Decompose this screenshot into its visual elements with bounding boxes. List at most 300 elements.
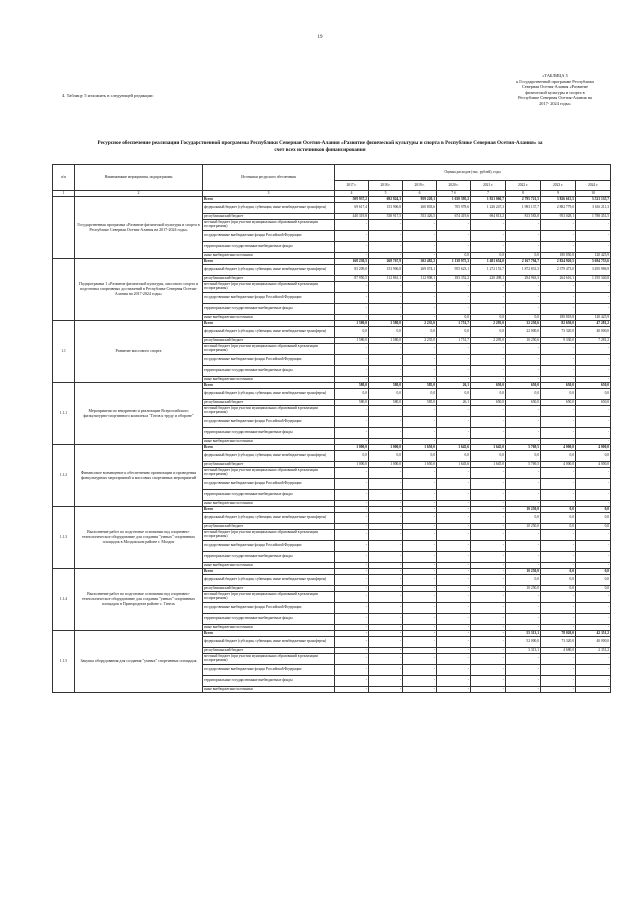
amount-cell: 302 482,2 [403, 259, 437, 265]
amount-cell: - [576, 242, 611, 253]
funding-source: республиканский бюджет [203, 648, 335, 654]
appendix-line: 2017- 2024 годы» [539, 100, 571, 106]
funding-source: Всего [203, 569, 335, 575]
amount-cell: - [541, 439, 576, 445]
amount-cell: 1 645,6 [437, 462, 471, 468]
funding-source: Всего [203, 197, 335, 203]
row-number: 1.1.2 [53, 445, 75, 507]
amount-cell: - [369, 563, 403, 569]
amount-cell: - [506, 541, 541, 552]
amount-cell: - [403, 366, 437, 377]
amount-cell: - [437, 552, 471, 563]
amount-cell: - [335, 603, 369, 614]
amount-cell: - [576, 563, 611, 569]
amount-cell: 1 983 137,7 [506, 203, 541, 214]
amount-cell: 580,0 [369, 400, 403, 406]
amount-cell: - [437, 586, 471, 592]
amount-cell: - [335, 648, 369, 654]
amount-cell: - [541, 530, 576, 541]
amount-cell: 10 250,0 [506, 586, 541, 592]
funding-source: местный бюджет (при участии муниципальных образований в реализации госпрограммы) [203, 220, 335, 231]
amount-cell: 0,0 [541, 569, 576, 575]
amount-cell: 650,0 [541, 400, 576, 406]
amount-cell: 82 650,0 [541, 321, 576, 327]
header-year: 2024 г. [576, 181, 611, 191]
amount-cell: - [369, 541, 403, 552]
amount-cell: - [576, 428, 611, 439]
amount-cell: - [576, 439, 611, 445]
amount-cell: 1 138 975,3 [437, 259, 471, 265]
amount-cell: 0,0 [576, 451, 611, 462]
funding-source: местный бюджет (при участии муниципальных образований в реализации госпрограммы) [203, 530, 335, 541]
amount-cell: - [335, 563, 369, 569]
amount-cell: - [437, 490, 471, 501]
amount-cell: - [369, 524, 403, 530]
amount-cell: - [369, 603, 403, 614]
amount-cell: 0,0 [576, 507, 611, 513]
amount-cell: 1 921 060,7 [471, 197, 506, 203]
amount-cell: 0,0 [576, 569, 611, 575]
amount-cell: - [506, 603, 541, 614]
amount-cell: 3 313,1 [506, 648, 541, 654]
amount-cell: 0,0 [506, 575, 541, 586]
amount-cell: 2 167 794,7 [506, 259, 541, 265]
amount-cell: - [506, 293, 541, 304]
amount-cell: - [369, 439, 403, 445]
amount-cell: - [576, 468, 611, 479]
program-name: Финансовое возмещение к обеспечению организации и проведения физкультурных мероприятий и массовых спортивных мероприятий [75, 445, 203, 507]
amount-cell: - [369, 315, 403, 321]
amount-cell: - [541, 231, 576, 242]
amount-cell: - [403, 428, 437, 439]
funding-source: местный бюджет (при участии муниципальных образований в реализации госпрограммы) [203, 406, 335, 417]
amount-cell: - [437, 406, 471, 417]
amount-cell: 440 319,8 [335, 214, 369, 220]
amount-cell: 650,0 [471, 400, 506, 406]
amount-cell: - [369, 637, 403, 648]
amount-cell: 10 250,0 [506, 524, 541, 530]
amount-cell: - [335, 541, 369, 552]
funding-source: республиканский бюджет [203, 400, 335, 406]
amount-cell: - [403, 439, 437, 445]
funding-source: территориальные государственные внебюджетные фонды [203, 614, 335, 625]
amount-cell: 2 795 721,5 [506, 197, 541, 203]
amount-cell: - [471, 687, 506, 693]
header-year: 2020 г. [437, 181, 471, 191]
amount-cell: - [403, 315, 437, 321]
program-name: Выполнение работ по подготовке основания под спортивно-технологическое оборудование для создания "умных" спортивных площадок в Моздокском районе г. Моздок [75, 507, 203, 569]
amount-cell: - [403, 355, 437, 366]
amount-cell: - [369, 648, 403, 654]
amount-cell: - [437, 592, 471, 603]
amount-cell: - [506, 530, 541, 541]
funding-source: Всего [203, 445, 335, 451]
funding-source: местный бюджет (при участии муниципальных образований в реализации госпрограммы) [203, 592, 335, 603]
amount-cell: 0,0 [576, 524, 611, 530]
funding-source: государственные внебюджетные фонды Российской Федерации [203, 479, 335, 490]
amount-cell: 0,0 [369, 327, 403, 338]
amount-cell: - [335, 569, 369, 575]
amount-cell: - [506, 417, 541, 428]
amount-cell: - [437, 524, 471, 530]
amount-cell: - [369, 377, 403, 383]
amount-cell: 0,0 [471, 389, 506, 400]
amount-cell: - [403, 513, 437, 524]
funding-source: территориальные государственные внебюджетные фонды [203, 490, 335, 501]
amount-cell: - [369, 665, 403, 676]
funding-source: территориальные государственные внебюджетные фонды [203, 366, 335, 377]
amount-cell: - [335, 366, 369, 377]
amount-cell: - [576, 687, 611, 693]
amount-cell: 2 295,0 [471, 338, 506, 344]
amount-cell: - [541, 625, 576, 631]
funding-source: территориальные государственные внебюджетные фонды [203, 242, 335, 253]
amount-cell: - [437, 603, 471, 614]
amount-cell: 0,0 [437, 315, 471, 321]
amount-cell: - [335, 315, 369, 321]
amendment-note: 4. Таблицу 5 изложить в следующей редакции: [62, 93, 154, 98]
amount-cell: - [335, 253, 369, 259]
program-name: Развитие массового спорта [75, 321, 203, 383]
funding-source: территориальные государственные внебюджетные фонды [203, 304, 335, 315]
amount-cell: - [335, 552, 369, 563]
amount-cell: - [471, 366, 506, 377]
amount-cell: 1 481 654,0 [471, 259, 506, 265]
header-year: 2017 г. [335, 181, 369, 191]
amount-cell: 1 000,0 [369, 445, 403, 451]
amount-cell: - [403, 625, 437, 631]
funding-source: республиканский бюджет [203, 586, 335, 592]
amount-cell: 0,0 [335, 451, 369, 462]
amount-cell: - [403, 231, 437, 242]
amount-cell: 1 645,0 [471, 445, 506, 451]
amount-cell: - [437, 501, 471, 507]
amount-cell: - [335, 479, 369, 490]
amount-cell: - [541, 563, 576, 569]
amount-cell: - [437, 614, 471, 625]
amount-cell: - [403, 417, 437, 428]
amount-cell: - [369, 304, 403, 315]
amount-cell: - [335, 355, 369, 366]
col-number: 9 [541, 191, 576, 197]
amount-cell: - [403, 282, 437, 293]
amount-cell: - [335, 439, 369, 445]
amount-cell: - [369, 406, 403, 417]
funding-source: государственные внебюджетные фонды Российской Федерации [203, 231, 335, 242]
amount-cell: - [437, 625, 471, 631]
amount-cell: 650,0 [576, 383, 611, 389]
amount-cell: 3 616 211,3 [576, 203, 611, 214]
amount-cell: - [437, 648, 471, 654]
row-number [53, 259, 75, 321]
amount-cell: - [437, 220, 471, 231]
amount-cell: 180 818,8 [541, 315, 576, 321]
amount-cell: - [403, 406, 437, 417]
amount-cell: - [471, 530, 506, 541]
amount-cell: - [471, 304, 506, 315]
amount-cell: 264 616,1 [541, 276, 576, 282]
amount-cell: - [576, 501, 611, 507]
amount-cell: - [335, 417, 369, 428]
col-number: 2 [75, 191, 203, 197]
amount-cell: - [506, 242, 541, 253]
amount-cell: - [506, 231, 541, 242]
amount-cell: - [506, 687, 541, 693]
amount-cell: 813 583,8 [506, 214, 541, 220]
amount-cell: - [576, 552, 611, 563]
amount-cell: - [541, 687, 576, 693]
amount-cell: - [541, 355, 576, 366]
amount-cell: - [335, 513, 369, 524]
amount-cell: - [403, 592, 437, 603]
amount-cell: 4 000,0 [576, 445, 611, 451]
amount-cell: - [576, 293, 611, 304]
amount-cell: - [471, 501, 506, 507]
program-name: Государственная программа «Развитие физической культуры и спорта в Республике Северная Осетия-Алания на 2017-2024 годы» [75, 197, 203, 259]
amount-cell: - [471, 625, 506, 631]
amount-cell: - [335, 501, 369, 507]
amount-cell: 0,0 [506, 513, 541, 524]
amount-cell: - [506, 654, 541, 665]
program-name: Мероприятия по внедрению и реализации Всероссийского физкультурно-спортивного комплекса "Готов к труду и обороне" [75, 383, 203, 445]
amount-cell: 1 226 247,3 [471, 203, 506, 214]
amount-cell: - [506, 592, 541, 603]
amount-cell: - [541, 377, 576, 383]
amount-cell: - [506, 220, 541, 231]
funding-source: федеральный бюджет (субсидии, субвенции, иные межбюджетные трансферты) [203, 389, 335, 400]
amount-cell: - [437, 428, 471, 439]
amount-cell: - [437, 293, 471, 304]
amount-cell: - [437, 468, 471, 479]
amount-cell: - [403, 377, 437, 383]
amount-cell: 2 351,2 [576, 648, 611, 654]
amount-cell: 4 000,0 [541, 445, 576, 451]
amount-cell: 47 281,2 [576, 321, 611, 327]
amount-cell: - [403, 479, 437, 490]
amount-cell: - [471, 513, 506, 524]
amount-cell: - [403, 541, 437, 552]
funding-source: иные внебюджетные источники [203, 687, 335, 693]
amount-cell: 2 824 920,5 [541, 259, 576, 265]
amount-cell: - [437, 676, 471, 687]
amount-cell: 1 650,0 [403, 462, 437, 468]
amount-cell: 1 000,0 [335, 445, 369, 451]
amount-cell: 73 320,0 [541, 327, 576, 338]
amount-cell: - [576, 530, 611, 541]
amount-cell: - [437, 665, 471, 676]
amount-cell: - [369, 507, 403, 513]
amount-cell: - [335, 231, 369, 242]
amount-cell: 1 580,0 [335, 321, 369, 327]
amount-cell: 32 250,6 [506, 321, 541, 327]
amount-cell: - [471, 654, 506, 665]
amount-cell: - [403, 552, 437, 563]
appendix-line: «ТАБЛИЦА 5 [542, 73, 568, 78]
amount-cell: 0,0 [437, 253, 471, 259]
amount-cell: - [369, 614, 403, 625]
amount-cell: - [403, 586, 437, 592]
amount-cell: 112 908,1 [403, 276, 437, 282]
amount-cell: - [471, 468, 506, 479]
amount-cell: - [369, 428, 403, 439]
amount-cell: - [335, 665, 369, 676]
row-number: 1.1.1 [53, 383, 75, 445]
amount-cell: - [369, 355, 403, 366]
amount-cell: - [471, 569, 506, 575]
amount-cell: - [471, 242, 506, 253]
amount-cell: 5 694 753,6 [576, 259, 611, 265]
amount-cell: 3 495 986,9 [576, 265, 611, 276]
funding-source: республиканский бюджет [203, 214, 335, 220]
amount-cell: - [576, 490, 611, 501]
amount-cell: 1 751,7 [437, 321, 471, 327]
amount-cell: 0,0 [437, 389, 471, 400]
amount-cell: - [335, 490, 369, 501]
amount-cell: 10 250,0 [506, 507, 541, 513]
amount-cell: - [576, 282, 611, 293]
amount-cell: 294 963,3 [506, 276, 541, 282]
amount-cell: - [541, 344, 576, 355]
amount-cell: - [471, 563, 506, 569]
header-num: п/п [53, 165, 75, 191]
amount-cell: - [576, 676, 611, 687]
amount-cell: - [437, 439, 471, 445]
funding-source: государственные внебюджетные фонды Российской Федерации [203, 603, 335, 614]
amount-cell: 5 521 135,7 [576, 197, 611, 203]
amount-cell: - [506, 614, 541, 625]
amount-cell: - [506, 439, 541, 445]
amount-cell: - [576, 479, 611, 490]
amount-cell: 120 425,9 [576, 253, 611, 259]
row-number: 1.1.3 [53, 507, 75, 569]
amount-cell: 650,0 [576, 400, 611, 406]
amount-cell: 959 220,1 [403, 197, 437, 203]
amount-cell: 585,0 [403, 383, 437, 389]
amount-cell: 705 978,6 [437, 203, 471, 214]
amount-cell: - [403, 530, 437, 541]
funding-source: территориальные государственные внебюджетные фонды [203, 552, 335, 563]
amount-cell: - [437, 631, 471, 637]
amount-cell: - [335, 586, 369, 592]
amount-cell: - [369, 575, 403, 586]
amount-cell: - [437, 575, 471, 586]
amount-cell: 0,0 [335, 389, 369, 400]
amount-cell: - [403, 665, 437, 676]
funding-source: республиканский бюджет [203, 462, 335, 468]
amount-cell: - [403, 253, 437, 259]
amount-cell: - [403, 631, 437, 637]
amount-cell: - [437, 569, 471, 575]
amount-cell: 1 000,0 [369, 462, 403, 468]
amount-cell: - [369, 479, 403, 490]
amount-cell: - [471, 355, 506, 366]
funding-source: государственные внебюджетные фонды Российской Федерации [203, 665, 335, 676]
amount-cell: 650,0 [506, 400, 541, 406]
amount-cell: - [369, 282, 403, 293]
amount-cell: - [369, 530, 403, 541]
amount-cell: - [403, 676, 437, 687]
amount-cell: 3 826 615,5 [541, 197, 576, 203]
col-number: 10 [576, 191, 611, 197]
amount-cell: - [471, 293, 506, 304]
amount-cell: 553 426,5 [403, 214, 437, 220]
funding-source: федеральный бюджет (субсидии, субвенции, иные межбюджетные трансферты) [203, 265, 335, 276]
document-title: Ресурсное обеспечение реализации Государственной программы Республики Северная Осетия-Алания «Развитие физической культуры и спорта в Республике Северная Осетия-Алания» за счет всех источников финансирования [97, 140, 543, 153]
amount-cell: - [369, 569, 403, 575]
amount-cell: - [471, 406, 506, 417]
amount-cell: 509 937,2 [335, 197, 369, 203]
amount-cell: - [541, 541, 576, 552]
amount-cell: - [369, 366, 403, 377]
amount-cell: - [471, 439, 506, 445]
amount-cell: - [541, 603, 576, 614]
amount-cell: - [369, 344, 403, 355]
amount-cell: - [437, 366, 471, 377]
amount-cell: - [369, 220, 403, 231]
amount-cell: 0,0 [506, 253, 541, 259]
amount-cell: - [471, 665, 506, 676]
col-number: 3 [203, 191, 335, 197]
amount-cell: - [403, 687, 437, 693]
amount-cell: - [541, 592, 576, 603]
amount-cell: - [437, 344, 471, 355]
amount-cell: - [471, 676, 506, 687]
amount-cell: - [403, 468, 437, 479]
amount-cell: 69 617,4 [335, 203, 369, 214]
amount-cell: 9 330,0 [541, 338, 576, 344]
funding-source: республиканский бюджет [203, 276, 335, 282]
amount-cell: - [403, 569, 437, 575]
amount-cell: - [369, 625, 403, 631]
amount-cell: - [437, 563, 471, 569]
amount-cell: 0,0 [576, 389, 611, 400]
amount-cell: - [369, 592, 403, 603]
amount-cell: - [437, 282, 471, 293]
amount-cell: - [541, 242, 576, 253]
page-number: 19 [317, 35, 323, 40]
amount-cell: - [335, 592, 369, 603]
funding-source: государственные внебюджетные фонды Российской Федерации [203, 417, 335, 428]
amount-cell: - [471, 631, 506, 637]
appendix-line: Республике Северная Осетия-Алания на [518, 95, 592, 101]
funding-source: иные внебюджетные источники [203, 563, 335, 569]
program-name: Подпрограмма 1 «Развитие физической культуры, массового спорта и подготовка спортивных достижений в Республике Северная Осетия-Алания на 2017-2024 годы» [75, 259, 203, 321]
amount-cell: - [471, 428, 506, 439]
amount-cell: 538 917,5 [369, 214, 403, 220]
header-year: 2021 г. [471, 181, 506, 191]
amount-cell: 1 580,0 [369, 338, 403, 344]
amount-cell: - [471, 637, 506, 648]
amount-cell: - [437, 304, 471, 315]
amount-cell: 0,0 [576, 586, 611, 592]
amount-cell: - [541, 293, 576, 304]
amount-cell: 0,0 [437, 327, 471, 338]
amount-cell: - [576, 654, 611, 665]
amount-cell: - [541, 490, 576, 501]
amount-cell: - [403, 614, 437, 625]
amount-cell: 692 824,3 [369, 197, 403, 203]
amount-cell: - [576, 304, 611, 315]
amount-cell: - [403, 603, 437, 614]
amount-cell: - [437, 507, 471, 513]
amount-cell: 650,0 [471, 383, 506, 389]
amount-cell: 650,0 [506, 383, 541, 389]
amount-cell: 1 645,0 [471, 462, 506, 468]
amount-cell: - [335, 676, 369, 687]
amount-cell: 955 623,1 [437, 265, 471, 276]
amount-cell: - [369, 490, 403, 501]
amount-cell: 0,0 [471, 315, 506, 321]
